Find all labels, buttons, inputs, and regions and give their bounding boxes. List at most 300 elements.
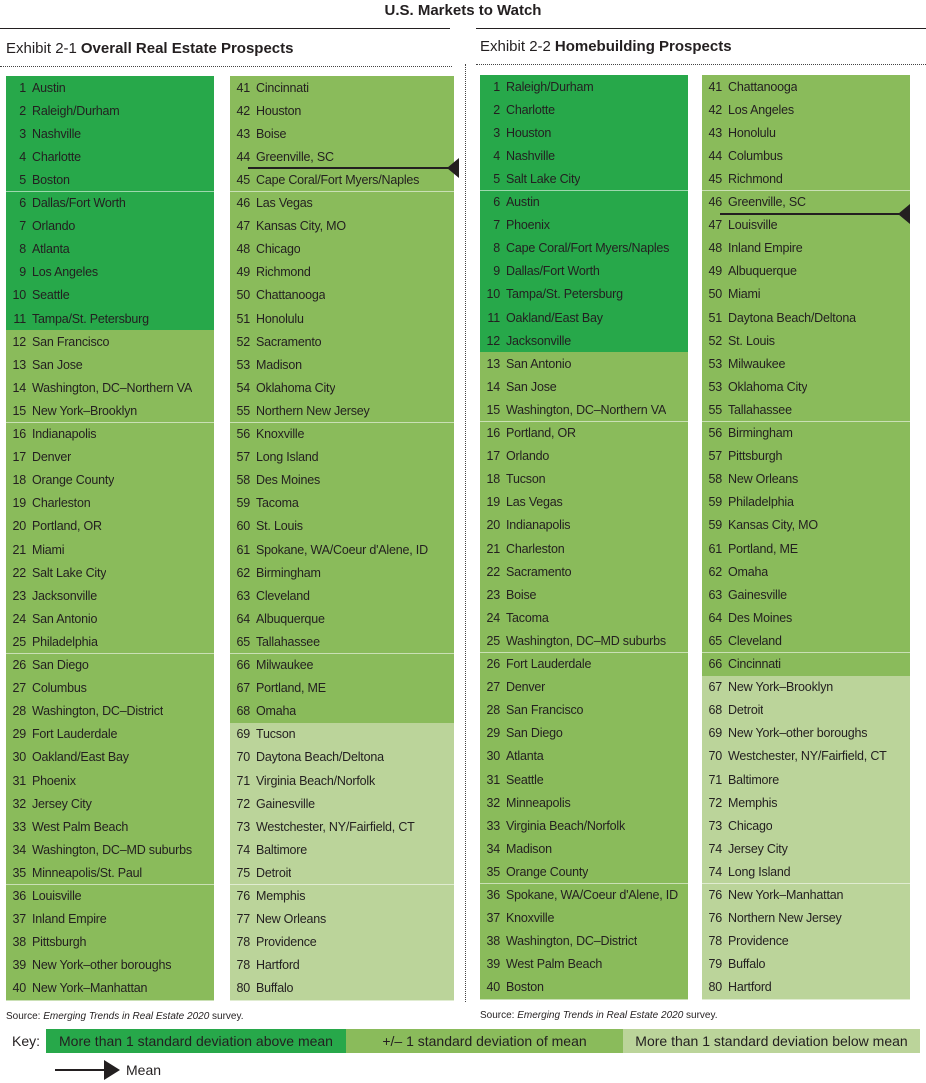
market-name: Dallas/Fort Worth bbox=[32, 196, 126, 210]
market-name: Virginia Beach/Norfolk bbox=[506, 818, 626, 833]
market-row bbox=[230, 168, 454, 192]
market-name: Milwaukee bbox=[256, 658, 314, 672]
market-name: Knoxville bbox=[256, 427, 305, 441]
market-name: Providence bbox=[728, 934, 789, 949]
market-name: Buffalo bbox=[256, 981, 294, 996]
market-row bbox=[480, 606, 688, 630]
rank-number: 26 bbox=[486, 657, 500, 671]
market-row bbox=[480, 884, 688, 908]
market-row bbox=[702, 791, 910, 815]
market-row bbox=[702, 699, 910, 723]
market-row bbox=[230, 515, 454, 539]
market-name: Inland Empire bbox=[728, 241, 803, 256]
market-row bbox=[6, 700, 214, 724]
rank-number: 70 bbox=[236, 750, 250, 765]
market-row bbox=[702, 676, 910, 700]
rank-number: 14 bbox=[486, 379, 500, 394]
rank-number: 76 bbox=[236, 889, 250, 903]
rank-number: 7 bbox=[19, 219, 26, 234]
market-row bbox=[480, 791, 688, 815]
market-name: Oakland/East Bay bbox=[32, 750, 129, 765]
market-name: Orange County bbox=[32, 473, 115, 488]
market-row bbox=[702, 722, 910, 746]
market-name: Washington, DC–Northern VA bbox=[32, 380, 193, 395]
market-name: Washington, DC–District bbox=[506, 934, 638, 949]
market-row bbox=[480, 375, 688, 399]
rank-number: 25 bbox=[12, 634, 26, 649]
rank-number: 48 bbox=[708, 241, 722, 256]
rank-number: 7 bbox=[493, 218, 500, 233]
market-name: Honolulu bbox=[728, 125, 776, 140]
rank-number: 19 bbox=[486, 495, 500, 510]
rank-number: 58 bbox=[236, 473, 250, 488]
market-name: Austin bbox=[32, 80, 66, 95]
market-row bbox=[702, 167, 910, 191]
market-name: Spokane, WA/Coeur d'Alene, ID bbox=[256, 542, 428, 557]
market-name: Louisville bbox=[32, 889, 82, 903]
market-name: Miami bbox=[32, 542, 65, 557]
market-row bbox=[230, 700, 454, 724]
rank-number: 14 bbox=[12, 380, 26, 395]
market-row bbox=[702, 907, 910, 931]
market-name: Long Island bbox=[256, 450, 319, 465]
market-row bbox=[702, 352, 910, 376]
rank-number: 32 bbox=[486, 795, 500, 810]
rank-number: 62 bbox=[708, 564, 722, 579]
market-row bbox=[230, 977, 454, 1001]
rank-number: 42 bbox=[708, 102, 722, 117]
rank-number: 78 bbox=[236, 958, 250, 973]
market-row bbox=[702, 260, 910, 284]
market-row bbox=[6, 815, 214, 839]
rank-number: 76 bbox=[708, 911, 722, 926]
header-divider bbox=[0, 66, 452, 67]
market-row bbox=[6, 630, 214, 654]
market-name: Salt Lake City bbox=[32, 565, 107, 580]
market-row bbox=[230, 469, 454, 493]
market-row bbox=[6, 838, 214, 862]
rank-number: 8 bbox=[493, 241, 500, 256]
market-row bbox=[480, 260, 688, 284]
market-name: Seattle bbox=[506, 772, 544, 787]
market-name: Portland, ME bbox=[256, 681, 326, 696]
market-name: Orange County bbox=[506, 864, 589, 879]
rank-number: 46 bbox=[236, 196, 250, 210]
market-row bbox=[702, 144, 910, 168]
market-name: Charlotte bbox=[506, 102, 555, 117]
market-row bbox=[702, 491, 910, 515]
rank-number: 67 bbox=[236, 681, 250, 696]
market-row bbox=[480, 167, 688, 191]
market-name: Jacksonville bbox=[506, 333, 571, 348]
rank-number: 29 bbox=[486, 726, 500, 741]
rank-number: 39 bbox=[12, 958, 26, 973]
key-within-mean: +/– 1 standard deviation of mean bbox=[346, 1029, 623, 1053]
market-name: Des Moines bbox=[256, 473, 320, 488]
rank-number: 73 bbox=[236, 819, 250, 834]
market-name: Atlanta bbox=[506, 749, 544, 764]
market-name: Pittsburgh bbox=[32, 935, 87, 950]
market-name: Chattanooga bbox=[256, 288, 326, 303]
market-name: Phoenix bbox=[506, 218, 550, 233]
rank-number: 79 bbox=[708, 957, 722, 972]
rank-number: 54 bbox=[236, 380, 250, 395]
market-row bbox=[480, 653, 688, 677]
rank-number: 36 bbox=[486, 888, 500, 902]
rank-number: 63 bbox=[236, 588, 250, 603]
rank-number: 58 bbox=[708, 472, 722, 487]
market-row bbox=[702, 121, 910, 145]
market-row bbox=[230, 99, 454, 123]
market-name: Cape Coral/Fort Myers/Naples bbox=[256, 172, 420, 187]
rank-number: 44 bbox=[236, 149, 250, 164]
market-name: Pittsburgh bbox=[728, 449, 783, 464]
market-row bbox=[230, 353, 454, 377]
panel-divider bbox=[465, 64, 466, 1002]
market-name: Boise bbox=[506, 587, 537, 602]
market-row bbox=[230, 861, 454, 885]
market-row bbox=[702, 606, 910, 630]
rank-number: 53 bbox=[708, 379, 722, 394]
rank-number: 61 bbox=[236, 542, 250, 557]
market-name: Charleston bbox=[506, 541, 565, 556]
rank-number: 75 bbox=[236, 865, 250, 880]
market-row bbox=[702, 514, 910, 538]
market-name: Richmond bbox=[728, 171, 783, 186]
rank-number: 40 bbox=[12, 981, 26, 996]
market-name: Washington, DC–MD suburbs bbox=[506, 633, 666, 648]
rank-number: 28 bbox=[486, 703, 500, 718]
market-row bbox=[480, 560, 688, 584]
rank-number: 50 bbox=[708, 287, 722, 302]
market-row bbox=[702, 445, 910, 469]
rank-number: 45 bbox=[236, 172, 250, 187]
market-name: Virginia Beach/Norfolk bbox=[256, 773, 376, 788]
rank-number: 59 bbox=[236, 496, 250, 511]
market-row bbox=[6, 192, 214, 216]
rank-number: 66 bbox=[708, 657, 722, 671]
rank-number: 42 bbox=[236, 103, 250, 118]
rank-number: 10 bbox=[486, 287, 500, 302]
market-row bbox=[702, 191, 910, 215]
market-row bbox=[6, 977, 214, 1001]
market-name: Washington, DC–MD suburbs bbox=[32, 842, 192, 857]
market-name: Milwaukee bbox=[728, 356, 786, 371]
market-row bbox=[480, 629, 688, 653]
key-mean-label: Mean bbox=[126, 1062, 162, 1078]
market-row bbox=[6, 885, 214, 909]
market-row bbox=[6, 145, 214, 169]
market-row bbox=[6, 307, 214, 331]
market-row bbox=[480, 468, 688, 492]
market-name: Jersey City bbox=[728, 841, 788, 856]
market-name: Greenville, SC bbox=[728, 195, 806, 209]
market-row bbox=[702, 214, 910, 238]
market-name: Raleigh/Durham bbox=[506, 79, 594, 94]
market-row bbox=[6, 908, 214, 932]
rank-number: 5 bbox=[19, 172, 26, 187]
rank-number: 3 bbox=[493, 125, 500, 140]
exhibit-title-overall bbox=[6, 40, 293, 58]
market-name: Philadelphia bbox=[32, 634, 98, 649]
market-row bbox=[6, 792, 214, 816]
market-row bbox=[480, 930, 688, 954]
market-name: Buffalo bbox=[728, 957, 766, 972]
market-row bbox=[6, 931, 214, 955]
rank-number: 2 bbox=[19, 103, 26, 118]
market-row bbox=[702, 745, 910, 769]
rank-number: 65 bbox=[236, 634, 250, 649]
rank-number: 53 bbox=[708, 356, 722, 371]
market-row bbox=[702, 306, 910, 330]
exhibit-name: Homebuilding Prospects bbox=[554, 38, 732, 55]
key-below-mean: More than 1 standard deviation below mean bbox=[623, 1029, 920, 1053]
rank-number: 34 bbox=[12, 842, 26, 857]
rank-number: 15 bbox=[486, 402, 500, 417]
market-row bbox=[230, 630, 454, 654]
rank-number: 17 bbox=[12, 450, 26, 465]
market-row bbox=[480, 306, 688, 330]
homebuilding-prospects-table bbox=[480, 75, 910, 999]
rank-number: 43 bbox=[236, 126, 250, 141]
market-row bbox=[230, 931, 454, 955]
rank-number: 56 bbox=[236, 427, 250, 441]
rank-number: 51 bbox=[708, 310, 722, 325]
market-row bbox=[480, 537, 688, 561]
market-row bbox=[6, 769, 214, 793]
market-row bbox=[230, 584, 454, 608]
mean-line bbox=[720, 213, 910, 215]
header-divider bbox=[476, 64, 926, 65]
market-row bbox=[230, 607, 454, 631]
rank-number: 19 bbox=[12, 496, 26, 511]
market-name: Dallas/Fort Worth bbox=[506, 264, 600, 279]
market-row bbox=[230, 238, 454, 262]
rank-number: 71 bbox=[708, 772, 722, 787]
rank-number: 62 bbox=[236, 565, 250, 580]
market-row bbox=[702, 398, 910, 422]
market-name: Detroit bbox=[256, 865, 292, 880]
rank-number: 16 bbox=[12, 427, 26, 441]
market-name: Boise bbox=[256, 126, 287, 141]
market-name: Oakland/East Bay bbox=[506, 310, 603, 325]
market-row bbox=[230, 908, 454, 932]
market-name: Jacksonville bbox=[32, 588, 97, 603]
market-name: Tacoma bbox=[506, 610, 549, 625]
market-name: Columbus bbox=[728, 148, 783, 163]
rank-number: 4 bbox=[493, 148, 500, 163]
market-name: Salt Lake City bbox=[506, 171, 581, 186]
market-name: Columbus bbox=[32, 681, 87, 696]
market-row bbox=[230, 399, 454, 423]
market-row bbox=[480, 514, 688, 538]
market-row bbox=[230, 723, 454, 747]
market-name: Houston bbox=[256, 103, 302, 118]
market-row bbox=[6, 76, 214, 100]
rank-number: 13 bbox=[12, 357, 26, 372]
rank-number: 41 bbox=[708, 79, 722, 94]
market-name: Omaha bbox=[728, 564, 768, 579]
market-row bbox=[702, 75, 910, 99]
market-row bbox=[230, 215, 454, 239]
market-name: Oklahoma City bbox=[256, 380, 336, 395]
rank-number: 18 bbox=[486, 472, 500, 487]
market-name: Knoxville bbox=[506, 911, 555, 926]
rank-number: 63 bbox=[708, 587, 722, 602]
rank-number: 27 bbox=[486, 680, 500, 695]
market-name: Miami bbox=[728, 287, 761, 302]
rank-number: 49 bbox=[236, 265, 250, 280]
rank-number: 38 bbox=[12, 935, 26, 950]
rank-number: 11 bbox=[487, 310, 500, 325]
overall-prospects-table bbox=[6, 76, 438, 1000]
market-name: Denver bbox=[32, 450, 72, 465]
market-row bbox=[230, 145, 454, 169]
market-row bbox=[480, 237, 688, 261]
market-name: Oklahoma City bbox=[728, 379, 808, 394]
market-name: Washington, DC–District bbox=[32, 704, 164, 719]
market-row bbox=[230, 122, 454, 146]
rank-number: 64 bbox=[236, 611, 250, 626]
market-row bbox=[702, 583, 910, 607]
rank-number: 68 bbox=[708, 703, 722, 718]
market-row bbox=[702, 768, 910, 792]
rank-number: 18 bbox=[12, 473, 26, 488]
market-row bbox=[480, 398, 688, 422]
market-row bbox=[6, 238, 214, 262]
market-name: Boston bbox=[506, 980, 544, 995]
market-row bbox=[6, 861, 214, 885]
rank-number: 47 bbox=[236, 219, 250, 234]
market-row bbox=[6, 607, 214, 631]
market-row bbox=[6, 515, 214, 539]
rank-number: 74 bbox=[708, 841, 722, 856]
market-row bbox=[702, 329, 910, 353]
market-name: New York–Manhattan bbox=[32, 981, 148, 996]
rank-number: 55 bbox=[708, 402, 722, 417]
market-row bbox=[480, 722, 688, 746]
market-name: Honolulu bbox=[256, 311, 304, 326]
rank-number: 29 bbox=[12, 727, 26, 742]
market-name: Las Vegas bbox=[256, 196, 313, 210]
market-row bbox=[480, 352, 688, 376]
rank-number: 80 bbox=[708, 980, 722, 995]
source-title: Emerging Trends in Real Estate 2020 bbox=[43, 1011, 210, 1022]
market-row bbox=[230, 954, 454, 978]
market-name: Madison bbox=[506, 841, 552, 856]
market-row bbox=[702, 237, 910, 261]
rank-number: 52 bbox=[708, 333, 722, 348]
rank-number: 46 bbox=[708, 195, 722, 209]
market-row bbox=[6, 423, 214, 447]
market-row bbox=[230, 376, 454, 400]
rank-number: 78 bbox=[708, 934, 722, 949]
market-row bbox=[6, 399, 214, 423]
market-name: Gainesville bbox=[256, 796, 315, 811]
market-row bbox=[480, 814, 688, 838]
rank-number: 44 bbox=[708, 148, 722, 163]
market-name: Minneapolis/St. Paul bbox=[32, 865, 142, 880]
rank-number: 40 bbox=[486, 980, 500, 995]
rank-number: 12 bbox=[486, 333, 500, 348]
rank-number: 6 bbox=[19, 196, 26, 210]
market-row bbox=[230, 769, 454, 793]
market-name: San Antonio bbox=[506, 356, 572, 371]
market-row bbox=[480, 214, 688, 238]
rank-number: 53 bbox=[236, 357, 250, 372]
rank-number: 69 bbox=[236, 727, 250, 742]
market-name: Cincinnati bbox=[256, 80, 309, 95]
market-row bbox=[230, 561, 454, 585]
market-row bbox=[480, 745, 688, 769]
market-row bbox=[480, 860, 688, 884]
market-row bbox=[6, 538, 214, 562]
market-row bbox=[480, 837, 688, 861]
rank-number: 45 bbox=[708, 171, 722, 186]
market-row bbox=[230, 815, 454, 839]
market-name: Sacramento bbox=[506, 564, 572, 579]
rank-number: 30 bbox=[12, 750, 26, 765]
market-name: Indianapolis bbox=[32, 427, 97, 441]
exhibit-name: Overall Real Estate Prospects bbox=[80, 40, 294, 57]
market-name: West Palm Beach bbox=[506, 957, 603, 972]
rank-number: 59 bbox=[708, 518, 722, 533]
market-name: Madison bbox=[256, 357, 302, 372]
rank-number: 34 bbox=[486, 841, 500, 856]
market-name: Tampa/St. Petersburg bbox=[506, 287, 623, 302]
market-name: New Orleans bbox=[728, 472, 799, 487]
market-name: Louisville bbox=[728, 218, 778, 233]
market-name: Omaha bbox=[256, 704, 296, 719]
rank-number: 9 bbox=[19, 265, 26, 280]
rank-number: 43 bbox=[708, 125, 722, 140]
rank-number: 35 bbox=[12, 865, 26, 880]
market-row bbox=[6, 330, 214, 354]
rank-number: 36 bbox=[12, 889, 26, 903]
rank-number: 74 bbox=[236, 842, 250, 857]
rank-number: 57 bbox=[236, 450, 250, 465]
rank-number: 31 bbox=[12, 773, 26, 788]
rank-number: 80 bbox=[236, 981, 250, 996]
market-row bbox=[230, 885, 454, 909]
market-name: Houston bbox=[506, 125, 552, 140]
market-name: Los Angeles bbox=[728, 102, 794, 117]
rank-number: 30 bbox=[486, 749, 500, 764]
market-row bbox=[6, 261, 214, 285]
rank-number: 33 bbox=[12, 819, 26, 834]
market-row bbox=[480, 75, 688, 99]
rank-number: 5 bbox=[493, 171, 500, 186]
rank-number: 3 bbox=[19, 126, 26, 141]
key-above-mean: More than 1 standard deviation above mean bbox=[46, 1029, 346, 1053]
market-row bbox=[702, 814, 910, 838]
market-name: Chattanooga bbox=[728, 79, 798, 94]
key-label: Key: bbox=[12, 1033, 41, 1049]
market-row bbox=[702, 283, 910, 307]
market-name: Memphis bbox=[256, 889, 306, 903]
market-name: Des Moines bbox=[728, 610, 792, 625]
market-row bbox=[702, 837, 910, 861]
market-name: Greenville, SC bbox=[256, 149, 334, 164]
rank-number: 23 bbox=[486, 587, 500, 602]
market-name: Philadelphia bbox=[728, 495, 794, 510]
market-name: Hartford bbox=[728, 980, 772, 995]
market-row bbox=[230, 446, 454, 470]
market-row bbox=[702, 884, 910, 908]
market-name: Tucson bbox=[256, 727, 296, 742]
rank-number: 20 bbox=[486, 518, 500, 533]
market-name: San Diego bbox=[32, 658, 89, 672]
